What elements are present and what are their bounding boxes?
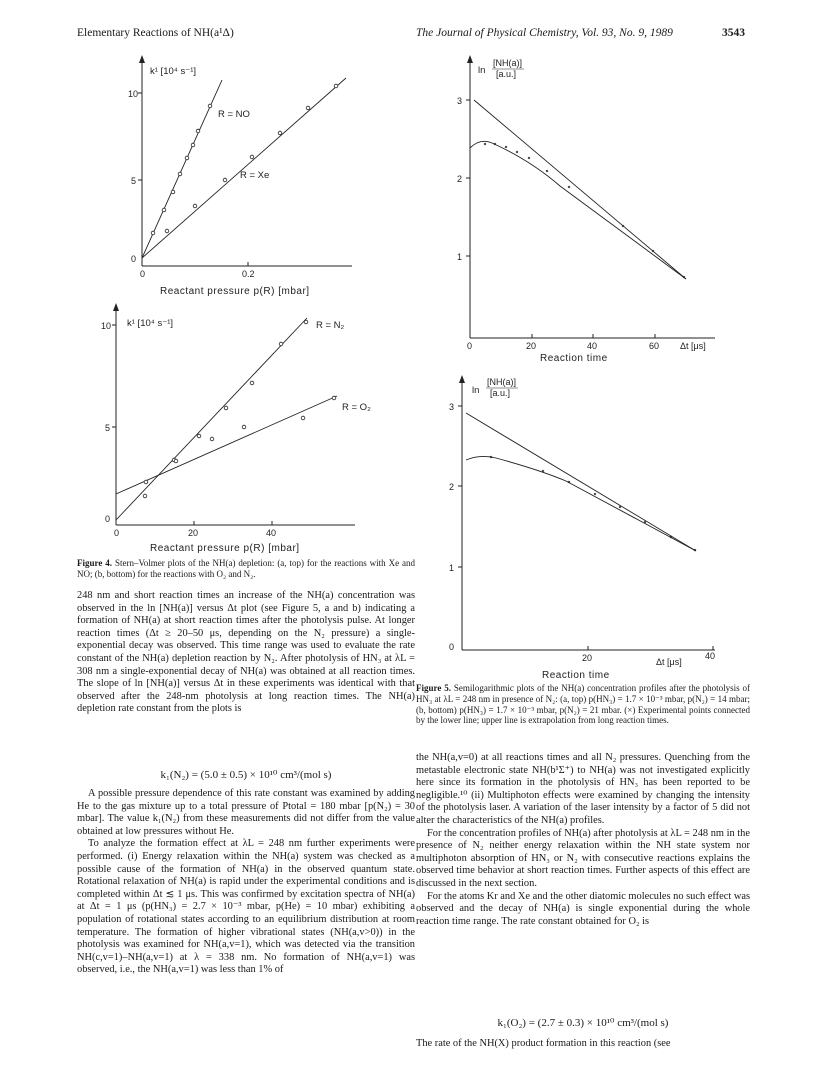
figure5-caption-text: Semilogarithmic plots of the NH(a) concentration profiles after the photolysis of HN₃ at λL = 248 nm in presence of N₂: (a, top) p(HN₃) = 1.7 × 10⁻³ mbar, p(N₂) = 14 mbar; (b, bottom) p(HN₃) = 1.7 × 10⁻³ mbar, p(N₂) = 21 mbar. (×) Experimental points connected by the lower line; upper line is extrapolation from long reaction times. bbox=[416, 683, 750, 726]
right-para-1: the NH(a,v=0) at all reactions times and all N₂ pressures. Quenching from the metastable electronic state NH(b¹Σ⁺) to NH(a) was not investigated explicitly here since its formation in the photolysis of HN₃ has been reported to be negligible.¹⁰ (ii) Multiphoton effects were examined by changing the intensity of the photolysis laser. A variation of the laser intensity by a factor of 5 did not alter the characteristics of the NH(a) profiles. bbox=[416, 752, 750, 826]
left-para-2: A possible pressure dependence of this rate constant was examined by adding He to the gas mixture up to a total pressure of Ptotal = 180 mbar [p(N₂) = 30 mbar]. The value k₁(N₂) from these measurements did not differ from the value obtained at low pressures without He. bbox=[77, 788, 415, 837]
fig5-bot-ytick-0: 0 bbox=[449, 642, 455, 652]
fig4-bot-ylabel: k¹ [10⁴ s⁻¹] bbox=[127, 318, 174, 329]
fig4-bot-xtick-0: 0 bbox=[114, 528, 120, 538]
figure4-caption-label: Figure 4. bbox=[77, 558, 113, 568]
fig5-top-xtick-40: 40 bbox=[587, 341, 598, 351]
fig5-bot-xlabel: Reaction time bbox=[542, 670, 610, 681]
fig4-bot-xtick-20: 20 bbox=[188, 528, 199, 538]
page-number: 3543 bbox=[722, 27, 745, 39]
right-para-3: For the atoms Kr and Xe and the other diatomic molecules no such effect was observed and the decay of NH(a) is single exponential during the whole reaction time range. The rate constant obtained for O₂ is bbox=[416, 890, 750, 927]
running-header-left: Elementary Reactions of NH(a¹Δ) bbox=[77, 27, 234, 39]
figure4-caption-text: Stern–Volmer plots of the NH(a) depletion: (a, top) for the reactions with Xe and NO; (b, bottom) for the reactions with O₂ and N₂. bbox=[77, 558, 415, 579]
fig5-top-xtick-0: 0 bbox=[467, 341, 473, 351]
fig5-top-ytick-1: 1 bbox=[457, 252, 463, 262]
fig4-top-series-Xe: R = Xe bbox=[240, 170, 270, 181]
fig5-bot-xunit: Δt [μs] bbox=[656, 657, 682, 667]
fig4-top-ytick-10: 10 bbox=[128, 89, 139, 99]
fig5-bot-ylabel-den: [a.u.] bbox=[490, 388, 511, 398]
right-para-4: The rate of the NH(X) product formation in this reaction (see bbox=[416, 1038, 671, 1049]
fig4-top-series-NO: R = NO bbox=[218, 109, 250, 120]
right-para-2: For the concentration profiles of NH(a) after photolysis at λL = 248 nm in the presence of N₂ neither energy relaxation within the NH state system nor multiphoton absorption of HN₃ or N₂ with consecutive reactions explains the observed time behavior at short reaction times. Further aspects of this effect are discussed in the next section. bbox=[416, 827, 750, 889]
fig5-top-ytick-2: 2 bbox=[457, 174, 463, 184]
fig4-top-xtick-0: 0 bbox=[140, 269, 146, 279]
fig4-top-ytick-5: 5 bbox=[131, 176, 137, 186]
fig5-top-ylabel-den: [a.u.] bbox=[496, 69, 517, 79]
fig5-bot-ytick-2: 2 bbox=[449, 482, 455, 492]
fig4-top-ylabel: k¹ [10⁴ s⁻¹] bbox=[150, 66, 197, 77]
fig5-top-ylabel-num: [NH(a)] bbox=[493, 58, 522, 68]
fig4-bot-series-O2: R = O₂ bbox=[342, 402, 371, 413]
figure5-caption bbox=[416, 683, 750, 726]
fig4-bot-xlabel: Reactant pressure p(R) [mbar] bbox=[150, 543, 300, 554]
fig5-bot-ylabel-ln: ln bbox=[472, 385, 480, 396]
left-column-text-2 bbox=[77, 788, 415, 977]
left-para-1: 248 nm and short reaction times an increase of the NH(a) concentration was observed in the ln [NH(a)] versus Δt plot (see Figure 5, a and b) indicating a formation of NH(a) at short reaction times after the photolysis pulse. At longer reaction times (Δt ≥ 20–50 μs, depending on the N₂ pressure) a single-exponential decay was observed. This time range was used to evaluate the rate constant of the NH(a) depletion reaction by N₂. After photolysis of HN₃ at λL = 308 nm a single-exponential decay of NH(a) was obtained at all reaction times. The slope of ln [NH(a)] versus Δt in these experiments was identical with that observed after the 248-nm photolysis at long reaction times. The NH(a) depletion rate constant from the plots is bbox=[77, 590, 415, 715]
fig4-bot-ytick-0: 0 bbox=[105, 514, 111, 524]
fig5-bot-ytick-3: 3 bbox=[449, 402, 455, 412]
running-header-journal: The Journal of Physical Chemistry, Vol. 93, No. 9, 1989 bbox=[416, 27, 673, 39]
fig4-bot-ytick-5: 5 bbox=[105, 423, 111, 433]
fig4-top-ytick-0: 0 bbox=[131, 254, 137, 264]
fig5-top-xtick-60: 60 bbox=[649, 341, 660, 351]
equation-k1-O2: k₁(O₂) = (2.7 ± 0.3) × 10¹⁰ cm³/(mol s) bbox=[497, 1017, 669, 1029]
fig5-top-xunit: Δt [μs] bbox=[680, 341, 706, 351]
right-column-text-2 bbox=[416, 1038, 750, 1051]
left-para-3: To analyze the formation effect at λL = 248 nm further experiments were performed. (i) Energy relaxation within the NH(a) system was checked as a possible cause of the formation of NH(a) in the observed quantum state. Rotational relaxation of NH(a) is rapid under the experimental conditions and is completed within Δt ≲ 1 μs. This was confirmed by excitation spectra of NH(a) at Δt = 1 μs (p(HN₃) = 2.7 × 10⁻³ mbar, p(He) = 10 mbar) exhibiting a population of rotational states according to an equilibrium distribution at room temperature. The formation of higher vibrational states (NH(a,v>0)) in the photolysis was examined for NH(a,v=1), which was detected via the transition NH(c,v=1)–NH(a,v=1) at λ = 338 nm. No formation of NH(a,v=1) was observed, i.e., the NH(a,v=1) was less than 1% of bbox=[77, 838, 415, 976]
figure5-caption-label: Figure 5. bbox=[416, 683, 451, 693]
fig4-bot-xtick-40: 40 bbox=[266, 528, 277, 538]
fig4-top-xtick-0.2: 0.2 bbox=[242, 269, 255, 279]
fig5-bot-xtick-40: 40 bbox=[705, 651, 716, 661]
fig5-top-ytick-3: 3 bbox=[457, 96, 463, 106]
fig5-top-ylabel-ln: ln bbox=[478, 65, 486, 76]
fig4-bot-ytick-10: 10 bbox=[101, 321, 112, 331]
fig5-bot-xtick-20: 20 bbox=[582, 653, 593, 663]
fig5-top-xtick-20: 20 bbox=[526, 341, 537, 351]
fig5-bot-ylabel-num: [NH(a)] bbox=[487, 377, 516, 387]
fig5-top-xlabel: Reaction time bbox=[540, 353, 608, 364]
fig5-bot-ytick-1: 1 bbox=[449, 563, 455, 573]
equation-k1-N2: k₁(N₂) = (5.0 ± 0.5) × 10¹⁰ cm³/(mol s) bbox=[160, 769, 332, 781]
right-column-text bbox=[416, 752, 750, 928]
fig4-bot-series-N2: R = N₂ bbox=[316, 320, 345, 331]
left-column-text bbox=[77, 590, 415, 716]
fig4-top-xlabel: Reactant pressure p(R) [mbar] bbox=[160, 286, 310, 297]
